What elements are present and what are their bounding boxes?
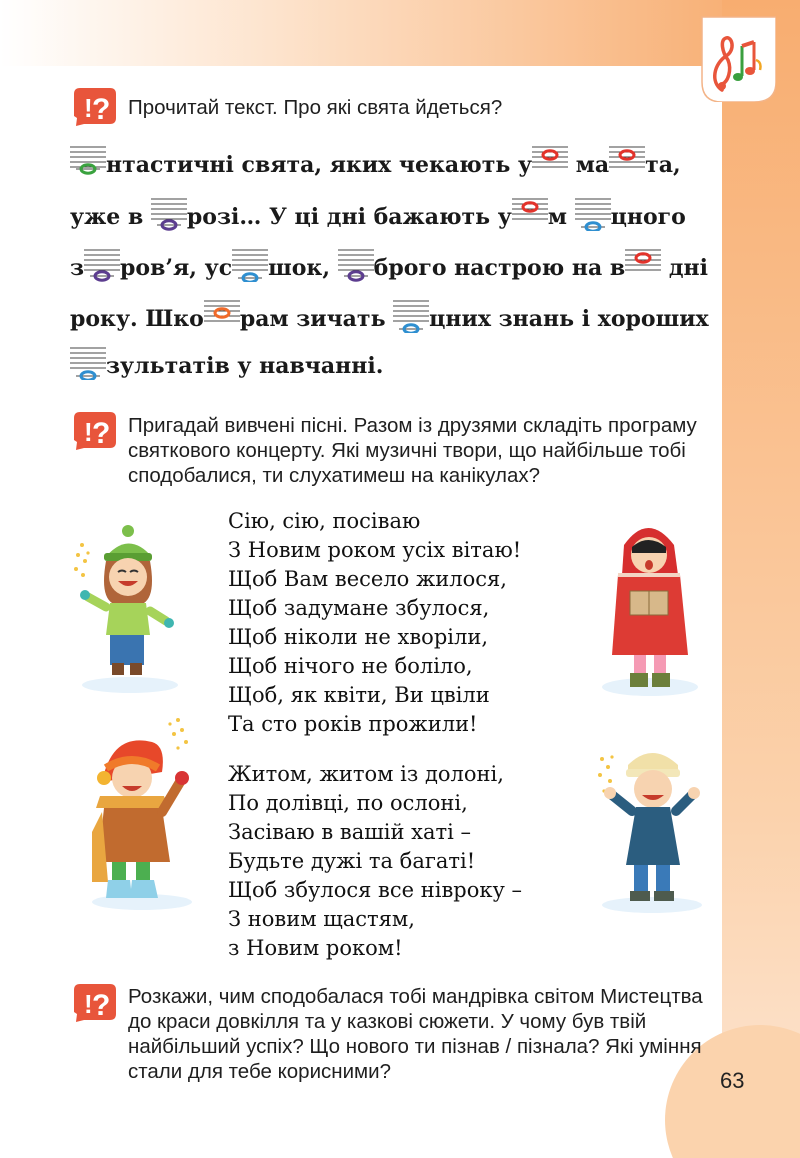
poem-line: Щоб нічого не боліло, — [228, 654, 473, 678]
puzzle-text: ров’я, ус — [120, 255, 233, 281]
poem-line: Щоб, як квіти, Ви цвіли — [228, 683, 490, 707]
svg-text:!: ! — [84, 93, 93, 123]
poem-line: Щоб Вам весело жилося, — [228, 567, 507, 591]
poem-line: З новим щастям, — [228, 907, 415, 931]
question-exclamation-icon — [72, 86, 116, 126]
question-1-text: Прочитай текст. Про які свята йдеться? — [128, 96, 503, 119]
puzzle-text: розі… У ці дні бажають у — [186, 204, 512, 230]
question-exclamation-icon — [72, 410, 116, 450]
poem-line: Щоб ніколи не хворіли, — [228, 625, 488, 649]
poem-line: По долівці, по ослоні, — [228, 791, 468, 815]
note-staff-icon — [512, 197, 548, 237]
question-3-text: Розкажи, чим сподобалася тобі мандрівка світом Мистецтва до краси довкілля та у казкові сюжети. У чому був твій найбільший успіх? Що нового ти пізнав / пізнала? Які уміння стали для тебе корисними? — [128, 985, 703, 1083]
puzzle-text: шок, — [268, 255, 338, 281]
puzzle-text: уже в — [70, 204, 151, 230]
puzzle-text: та, — [645, 152, 681, 178]
note-staff-icon — [338, 248, 374, 288]
note-staff-icon — [232, 248, 268, 288]
puzzle-text: зультатів у навчанні. — [106, 353, 384, 379]
puzzle-text: дні — [661, 255, 708, 281]
poem-line: Сію, сію, посіваю — [228, 509, 421, 533]
puzzle-line — [70, 248, 720, 288]
note-staff-icon — [575, 197, 611, 237]
puzzle-line — [70, 299, 720, 339]
caroler-boy-blue-coat — [592, 735, 712, 915]
puzzle-line — [70, 346, 720, 386]
note-staff-icon — [70, 346, 106, 386]
poem-line: Житом, житом із долоні, — [228, 762, 504, 786]
svg-text:!: ! — [84, 989, 93, 1019]
caroler-girl-red-coat — [588, 515, 708, 700]
poem-line: З Новим роком усіх вітаю! — [228, 538, 522, 562]
poem-line: Будьте дужі та багаті! — [228, 849, 476, 873]
svg-text:!: ! — [84, 417, 93, 447]
puzzle-text: з — [70, 255, 85, 281]
music-notes-icon — [692, 12, 776, 102]
puzzle-text: цних знань і хороших — [429, 306, 709, 332]
note-staff-icon — [393, 299, 429, 339]
puzzle-text: ма — [568, 152, 610, 178]
caroler-girl-green-hat — [70, 525, 180, 695]
poem-line: Щоб задумане збулося, — [228, 596, 490, 620]
note-staff-icon — [204, 299, 240, 339]
svg-text:?: ? — [92, 417, 111, 450]
poem-2 — [228, 760, 522, 963]
corner-emblem — [692, 12, 776, 102]
note-staff-icon — [609, 145, 645, 185]
svg-text:?: ? — [92, 93, 111, 126]
question-2-text: Пригадай вивчені пісні. Разом із друзями складіть програму святкового концерту. Які музичні твори, що найбільше тобі сподобалися, ти слухатимеш на канікулах? — [128, 414, 697, 487]
question-exclamation-icon — [72, 982, 116, 1022]
note-staff-icon — [151, 197, 187, 237]
svg-text:?: ? — [92, 989, 111, 1022]
note-staff-icon — [84, 248, 120, 288]
caroler-girl-orange-hat — [82, 712, 202, 912]
puzzle-text: м — [547, 204, 575, 230]
puzzle-text: цного — [610, 204, 686, 230]
note-staff-icon — [70, 145, 106, 185]
poem-line: Засіваю в вашій хаті – — [228, 820, 472, 844]
note-staff-icon — [532, 145, 568, 185]
puzzle-line — [70, 197, 720, 237]
poem-line: Та сто років прожили! — [228, 712, 478, 736]
note-staff-icon — [625, 248, 661, 288]
puzzle-text: року. Шко — [70, 306, 204, 332]
page-number: 63 — [720, 1068, 745, 1093]
poem-line: Щоб збулося все нівроку – — [228, 878, 523, 902]
poem-line: з Новим роком! — [228, 936, 403, 960]
puzzle-text: нтастичні свята, яких чекають у — [106, 152, 533, 178]
puzzle-text: рам зичать — [239, 306, 394, 332]
poem-1 — [228, 507, 521, 739]
puzzle-line — [70, 145, 720, 185]
puzzle-text: брого настрою на в — [373, 255, 626, 281]
